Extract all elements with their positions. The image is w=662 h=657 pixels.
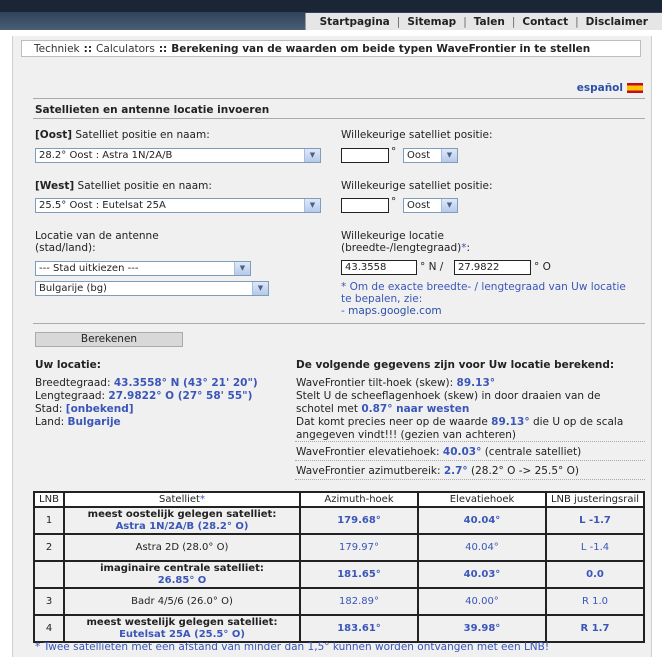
chevron-down-icon: ▼ — [252, 282, 268, 295]
cell-elevation: 40.00° — [418, 588, 546, 615]
west-satellite-select[interactable]: 25.5° Oost : Eutelsat 25A ▼ — [35, 198, 321, 213]
top-nav: Startpagina | Sitemap | Talen | Contact | Disclaimer — [305, 13, 662, 30]
cell-satellite: Astra 2D (28.0° O) — [64, 534, 300, 561]
east-label: [Oost] Satelliet positie en naam: — [35, 129, 210, 141]
table-row — [34, 534, 644, 561]
west-random-label: Willekeurige satelliet positie: — [341, 180, 493, 192]
lnb-table — [33, 491, 645, 643]
nav-sitemap[interactable]: Sitemap — [407, 15, 457, 28]
nav-startpagina[interactable]: Startpagina — [319, 15, 390, 28]
chevron-down-icon: ▼ — [441, 199, 457, 212]
breadcrumb-techniek[interactable]: Techniek — [34, 42, 80, 55]
breadcrumb — [21, 40, 641, 57]
cell-elevation: 39.98° — [418, 615, 546, 642]
nav-disclaimer[interactable]: Disclaimer — [585, 15, 648, 28]
divider — [33, 98, 645, 99]
footnote: * Twee satellieten met een afstand van minder dan 1,5° kunnen worden ontvangen met een LNB! — [35, 641, 550, 653]
east-direction-select[interactable]: Oost ▼ — [403, 148, 458, 163]
col-elevatie: Elevatiehoek — [418, 492, 546, 507]
cell-satellite: meest westelijk gelegen satelliet: Eutelsat 25A (25.5° O) — [64, 615, 300, 642]
language-switch — [577, 82, 643, 94]
cell-azimuth: 183.61° — [300, 615, 418, 642]
col-lnb: LNB — [34, 492, 64, 507]
chevron-down-icon: ▼ — [304, 149, 320, 162]
cell-satellite: meest oostelijk gelegen satelliet: Astra 1N/2A/B (28.2° O) — [64, 507, 300, 534]
cell-elevation: 40.03° — [418, 561, 546, 588]
cell-rail: 0.0 — [546, 561, 644, 588]
longitude-input[interactable]: 27.9822 — [454, 260, 531, 275]
table-header — [34, 492, 644, 507]
azimuth-result: WaveFrontier azimutbereik: 2.7° (28.2° O -> 25.5° O) — [296, 465, 579, 477]
cell-azimuth: 179.68° — [300, 507, 418, 534]
breadcrumb-current: Berekening van de waarden om beide typen WaveFrontier in te stellen — [171, 42, 591, 55]
cell-lnb — [34, 561, 64, 588]
breadcrumb-calculators[interactable]: Calculators — [96, 42, 155, 55]
nav-contact[interactable]: Contact — [522, 15, 569, 28]
west-direction-select[interactable]: Oost ▼ — [403, 198, 458, 213]
spain-flag-icon[interactable] — [627, 83, 643, 93]
cell-azimuth: 179.97° — [300, 534, 418, 561]
cell-lnb: 3 — [34, 588, 64, 615]
table-row — [34, 507, 644, 534]
divider — [33, 323, 645, 324]
cell-azimuth: 181.65° — [300, 561, 418, 588]
table-row — [34, 615, 644, 642]
language-link[interactable]: español — [576, 82, 623, 94]
east-random-label: Willekeurige satelliet positie: — [341, 129, 493, 141]
divider — [33, 118, 645, 119]
east-random-position-input[interactable] — [341, 148, 389, 163]
location-label: Locatie van de antenne (stad/land): — [35, 230, 159, 254]
cell-satellite: Badr 4/5/6 (26.0° O) — [64, 588, 300, 615]
country-select[interactable]: Bulgarije (bg) ▼ — [35, 281, 269, 296]
longitude-unit: ° O — [534, 261, 551, 273]
cell-azimuth: 182.89° — [300, 588, 418, 615]
cell-lnb: 1 — [34, 507, 64, 534]
table-row — [34, 588, 644, 615]
breadcrumb-sep: :: — [158, 42, 168, 55]
latitude-input[interactable]: 43.3558 — [341, 260, 417, 275]
chevron-down-icon: ▼ — [441, 149, 457, 162]
header-strip — [0, 0, 662, 12]
results-title: De volgende gegevens zijn voor Uw locatie berekend: — [296, 359, 615, 371]
cell-rail: R 1.7 — [546, 615, 644, 642]
results-text: WaveFrontier tilt-hoek (skew): 89.13° Stelt U de scheeflagenhoek (skew) in door draaien van de schotel met 0.87° naar westen Dat komt precies neer op de waarde 89.13° die U op de scala angegeven vindt!!! (gezien van achteren) — [296, 377, 624, 441]
dotted-divider — [295, 460, 645, 461]
dotted-divider — [295, 479, 645, 480]
chevron-down-icon: ▼ — [304, 199, 320, 212]
degree-sign: ° — [391, 146, 397, 158]
cell-lnb: 2 — [34, 534, 64, 561]
calculate-button[interactable]: Berekenen — [35, 332, 183, 347]
table-row — [34, 561, 644, 588]
cell-rail: R 1.0 — [546, 588, 644, 615]
content-panel — [12, 36, 652, 657]
cell-rail: L -1.4 — [546, 534, 644, 561]
breadcrumb-sep: :: — [83, 42, 93, 55]
cell-satellite: imaginaire centrale satelliet: 26.85° O — [64, 561, 300, 588]
east-satellite-select[interactable]: 28.2° Oost : Astra 1N/2A/B ▼ — [35, 148, 321, 163]
col-rail: LNB justeringsrail — [546, 492, 644, 507]
chevron-down-icon: ▼ — [234, 262, 250, 275]
west-label: [West] Satelliet positie en naam: — [35, 180, 212, 192]
col-satelliet: Satelliet* — [64, 492, 300, 507]
west-random-position-input[interactable] — [341, 198, 389, 213]
your-location-title: Uw locatie: — [35, 359, 101, 371]
google-maps-link[interactable]: maps.google.com — [348, 305, 442, 317]
cell-lnb: 4 — [34, 615, 64, 642]
random-location-label: Willekeurige locatie (breedte-/lengtegraad)*: — [341, 230, 471, 254]
col-azimuth: Azimuth-hoek — [300, 492, 418, 507]
cell-elevation: 40.04° — [418, 534, 546, 561]
coordinates-note: * Om de exacte breedte- / lengtegraad van Uw locatie te bepalen, zie: - maps.google.com — [341, 281, 626, 317]
dotted-divider — [295, 441, 645, 442]
city-select[interactable]: --- Stad uitkiezen --- ▼ — [35, 261, 251, 276]
latitude-unit: ° N / — [420, 261, 444, 273]
section-title: Satellieten en antenne locatie invoeren — [35, 104, 270, 116]
cell-elevation: 40.04° — [418, 507, 546, 534]
your-location-details: Breedtegraad: 43.3558° N (43° 21' 20") Lengtegraad: 27.9822° O (27° 58' 55") Stad: [onbekend] Land: Bulgarije — [35, 377, 258, 428]
elevation-result: WaveFrontier elevatiehoek: 40.03° (centrale satelliet) — [296, 446, 582, 458]
cell-rail: L -1.7 — [546, 507, 644, 534]
nav-talen[interactable]: Talen — [473, 15, 505, 28]
degree-sign: ° — [391, 196, 397, 208]
